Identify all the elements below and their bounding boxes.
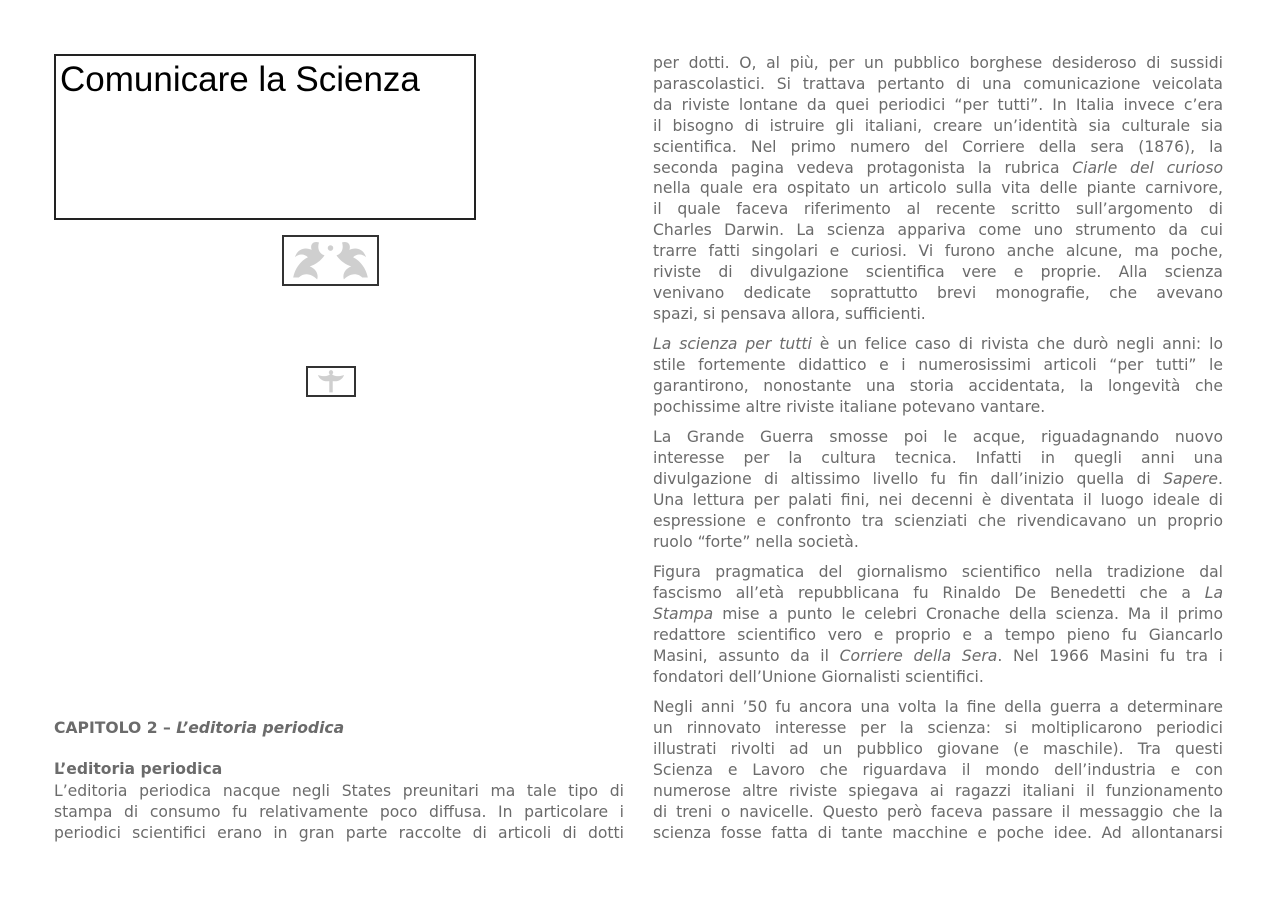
text-line: Una lettura per palati fini, nei decenni è diventata il luogo ideale di: [653, 491, 1223, 510]
text-line: numerose altre riviste spiegava ai ragazzi italiani il funzionamento: [653, 781, 1223, 800]
text-line: scientifica. Nel primo numero del Corriere della sera (1876), la: [653, 137, 1223, 156]
chapter-name: L’editoria periodica: [176, 719, 345, 737]
right-column-text: [653, 53, 1223, 853]
text-line: illustrati rivolti ad un pubblico giovane (e maschile). Tra questi: [653, 740, 1223, 759]
text-line: La scienza per tutti è un felice caso di rivista che durò negli anni: lo: [653, 335, 1224, 354]
fleuron-icon: [308, 368, 354, 395]
text-line: scienza fosse fatta di tante macchine e poche idee. Ad allontanarsi: [653, 823, 1223, 842]
text-line: da riviste lontane da quei periodici “per tutti”. In Italia invece c’era: [653, 95, 1223, 114]
text-line: seconda pagina vedeva protagonista la rubrica Ciarle del curioso: [653, 158, 1223, 177]
text-line: ruolo “forte” nella società.: [653, 532, 859, 551]
text-line: stile fortemente didattico e i numerosissimi articoli “per tutti” le: [653, 356, 1223, 375]
text-line: parascolastici. Si trattava pertanto di una comunicazione veicolata: [653, 74, 1223, 93]
text-line: interesse per la cultura tecnica. Infatti in quegli anni una: [653, 449, 1223, 468]
text-line: nella quale era ospitato un articolo sulla vita delle piante carnivore,: [653, 179, 1223, 198]
text-line: di treni o navicelle. Questo però faceva passare il messaggio che la: [653, 802, 1223, 821]
text-line: per dotti. O, al più, per un pubblico borghese desideroso di sussidi: [653, 54, 1223, 72]
newspaper-title-italic: Stampa: [653, 605, 714, 624]
text-line: pochissime altre riviste italiane potevano vantare.: [653, 398, 1046, 416]
text-line: spazi, si pensava allora, sufficienti.: [653, 304, 926, 323]
text-line: il quale faceva riferimento al recente scritto sull’argomento di: [653, 200, 1223, 219]
fleuron-ornament: [306, 366, 356, 397]
text-line: Negli anni ’50 fu ancora una volta la fine della guerra a determinare: [653, 698, 1223, 717]
text-line: fondatori dell’Unione Giornalisti scientifici.: [653, 667, 984, 686]
section-heading: L’editoria periodica: [54, 760, 223, 778]
text-line: espressione e confronto tra scienziati che rivendicavano un proprio: [653, 512, 1223, 531]
text-line: Figura pragmatica del giornalismo scientifico nella tradizione dal: [653, 563, 1223, 582]
acanthus-leaves-icon: [284, 237, 377, 284]
text-line: Stampa mise a punto le celebri Cronache della scienza. Ma il primo: [653, 605, 1223, 624]
paragraph-5: [653, 697, 1223, 843]
text-line: fascismo all’età repubblicana fu Rinaldo De Benedetti che a La: [653, 584, 1223, 603]
title-box: [54, 54, 476, 220]
text-line: garantirono, nonostante una storia accidentata, la longevità che: [653, 377, 1223, 396]
text-line: stampa di consumo fu relativamente poco diffusa. In particolare i: [54, 802, 624, 821]
paragraph-2: [653, 334, 1223, 418]
column-title-italic: Ciarle del curioso: [1072, 158, 1223, 177]
acanthus-leaves-ornament: [282, 235, 379, 286]
text-line: trarre fatti singolari e curiosi. Vi furono anche alcune, ma poche,: [653, 242, 1223, 261]
text-line: periodici scientifici erano in gran parte raccolte di articoli di dotti: [54, 823, 624, 842]
paragraph-4: [653, 562, 1223, 687]
text-line: un rinnovato interesse per la scienza: si moltiplicarono periodici: [653, 719, 1223, 738]
text-line: divulgazione di altissimo livello fu fin dall’inizio quella di Sapere.: [653, 470, 1223, 489]
magazine-title-italic: Sapere: [1163, 470, 1219, 489]
text-line: La Grande Guerra smosse poi le acque, riguadagnando nuovo: [653, 428, 1223, 447]
text-line: redattore scientifico vero e proprio e a tempo pieno fu Giancarlo: [653, 626, 1223, 645]
text-line: venivano dedicate soprattutto brevi monografie, che avevano: [653, 283, 1223, 302]
paragraph: [54, 781, 624, 844]
paragraph-3: [653, 427, 1223, 552]
left-body-text: [54, 781, 624, 844]
chapter-heading: [54, 718, 624, 739]
text-line: Scienza e Lavoro che riguardava il mondo dell’industria e con: [653, 761, 1223, 779]
text-line: riviste di divulgazione scientifica vere e proprie. Alla scienza: [653, 263, 1223, 282]
text-line: L’editoria periodica nacque negli States preunitari ma tale tipo di: [54, 782, 624, 800]
text-line: Charles Darwin. La scienza appariva come uno strumento da cui: [653, 221, 1223, 240]
text-line: Masini, assunto da il Corriere della Sera. Nel 1966 Masini fu tra i: [653, 646, 1223, 665]
document-title: Comunicare la Scienza: [60, 60, 420, 99]
text-line: il bisogno di istruire gli italiani, creare un’identità sia culturale sia: [653, 116, 1223, 135]
newspaper-title-italic: Corriere della Sera: [839, 646, 998, 665]
magazine-title-italic: La scienza per tutti: [653, 335, 812, 354]
chapter-prefix: CAPITOLO 2 –: [54, 719, 177, 737]
paragraph-1: [653, 53, 1223, 325]
newspaper-title-italic: La: [1204, 584, 1223, 603]
